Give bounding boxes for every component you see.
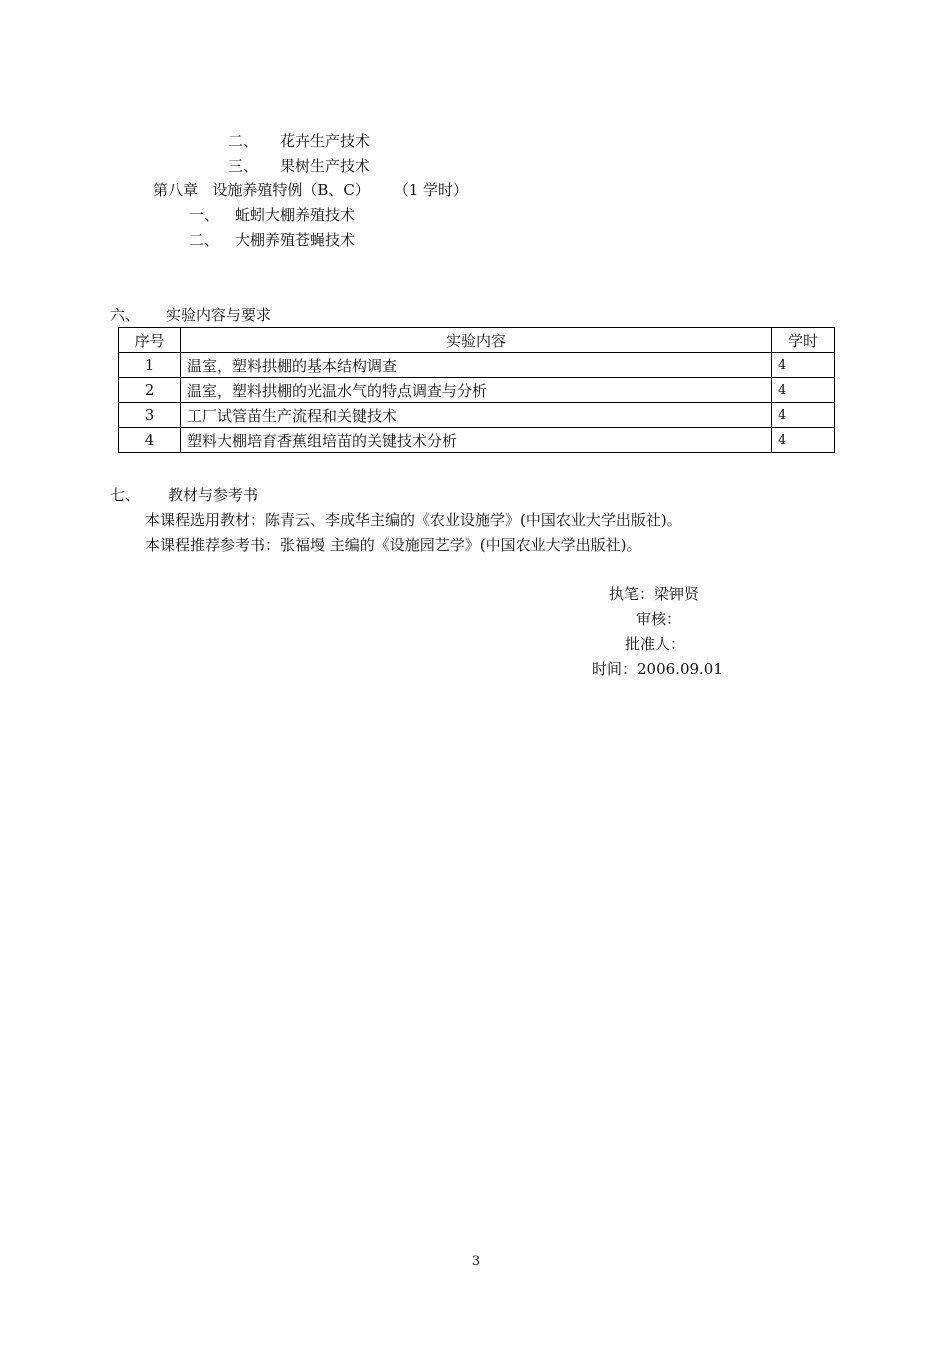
table-row: 2 温室，塑料拱棚的光温水气的特点调查与分析 4 [119, 378, 835, 403]
date-line: 时间：2006.09.01 [592, 660, 723, 678]
author-line: 执笔：梁钾贤 [609, 585, 700, 603]
section-6-heading: 六、 实验内容与要求 [110, 306, 272, 324]
reference-line: 本课程推荐参考书：张福墁 主编的《设施园艺学》(中国农业大学出版社)。 [145, 536, 642, 554]
column-header-hours: 学时 [772, 328, 835, 353]
outline-item: 一、 蚯蚓大棚养殖技术 [189, 206, 356, 224]
table-row: 3 工厂试管苗生产流程和关键技术 4 [119, 403, 835, 428]
textbook-line: 本课程选用教材：陈青云、李成华主编的《农业设施学》(中国农业大学出版社)。 [145, 511, 682, 529]
table-row: 1 温室，塑料拱棚的基本结构调查 4 [119, 353, 835, 378]
outline-item: 二、 大棚养殖苍蝇技术 [189, 231, 356, 249]
column-header-no: 序号 [119, 328, 181, 353]
table-header-row [119, 328, 835, 353]
outline-item: 三、 果树生产技术 [228, 157, 371, 175]
experiment-table [118, 327, 835, 453]
page-number: 3 [471, 1254, 481, 1269]
section-7-heading: 七、 教材与参考书 [110, 486, 259, 504]
approver-line: 批准人： [625, 635, 686, 653]
chapter-8-heading: 第八章 设施养殖特例（B、C） （1 学时） [153, 181, 468, 199]
table-row: 4 塑料大棚培育香蕉组培苗的关键技术分析 4 [119, 428, 835, 453]
column-header-content: 实验内容 [181, 328, 772, 353]
outline-item: 二、 花卉生产技术 [228, 132, 371, 150]
reviewer-line: 审核： [636, 610, 682, 628]
